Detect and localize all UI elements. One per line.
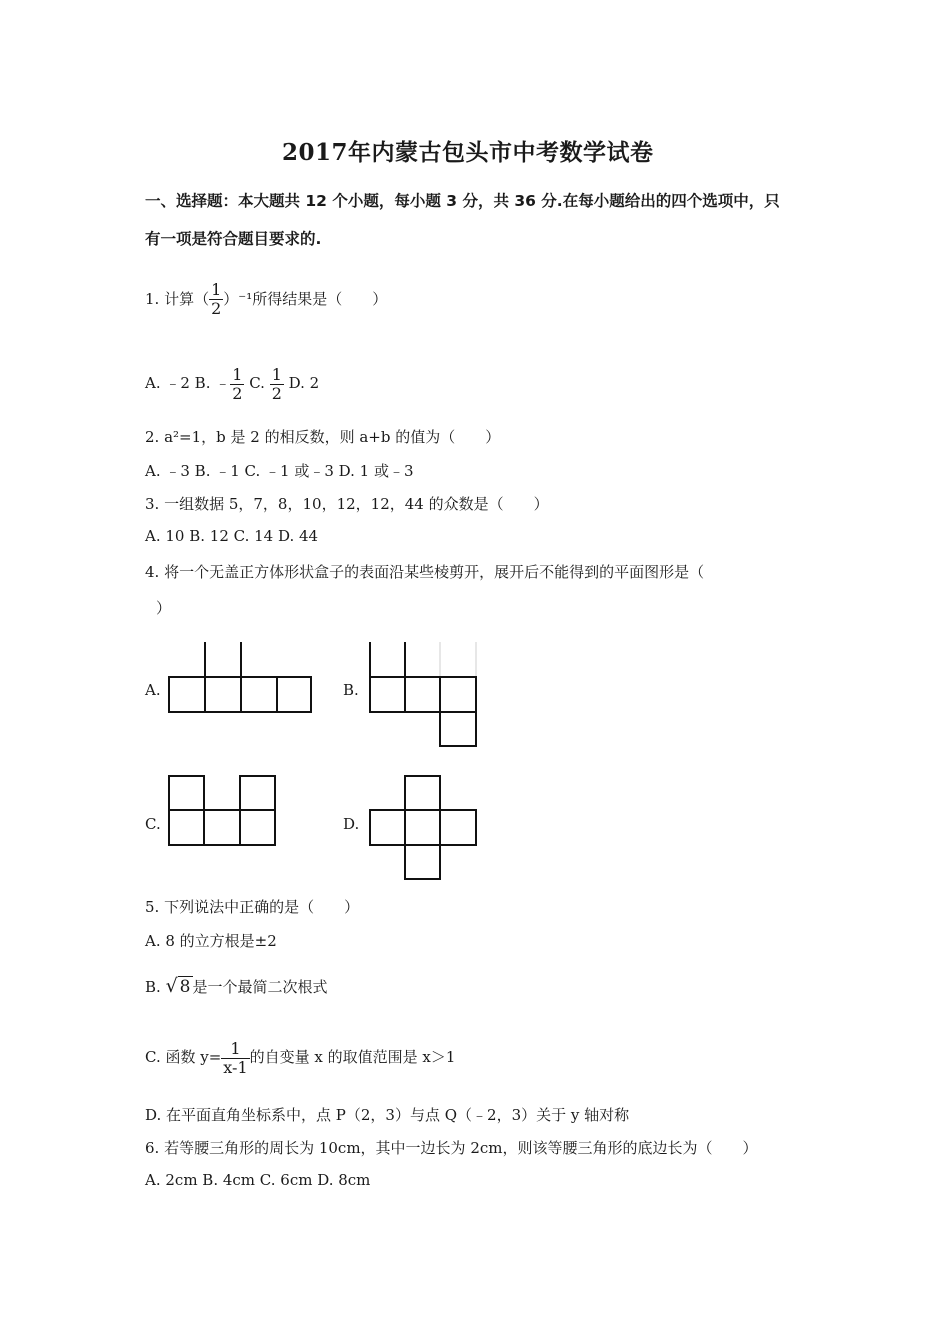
q1-fraction: [209, 281, 223, 317]
question-5-option-a: A. 8 的立方根是±2: [145, 932, 277, 950]
q4-label-c: C.: [145, 815, 161, 833]
question-6-stem: 6. 若等腰三角形的周长为 10cm，其中一边长为 2cm，则该等腰三角形的底边长为（ ）: [145, 1139, 758, 1157]
q1-frac-num: 1: [211, 280, 222, 299]
q5-option-b-radicand: 8: [179, 977, 191, 997]
q4-label-d: D.: [343, 815, 360, 833]
question-5-option-c: [145, 1040, 455, 1076]
question-1-options: [145, 366, 319, 402]
question-3-stem: 3. 一组数据 5，7，8，10，12，12，44 的众数是（ ）: [145, 495, 549, 513]
q5-option-c-num: 1: [221, 1040, 249, 1059]
page-title: 2017年内蒙古包头市中考数学试卷: [282, 139, 654, 166]
question-3-options: A. 10 B. 12 C. 14 D. 44: [145, 527, 319, 545]
q1-option-b-sign: ﹣: [215, 374, 231, 393]
q5-option-c-fraction: [221, 1040, 249, 1076]
q5-option-c-post: 的自变量 x 的取值范围是 x＞1: [249, 1048, 456, 1067]
q5-option-c-pre: C. 函数 y=: [145, 1048, 222, 1067]
section-heading-line1: 一、选择题：本大题共 12 个小题，每小题 3 分，共 36 分.在每小题给出的四个选项中，只: [145, 192, 780, 210]
q4-net-d-figure: [369, 775, 481, 881]
q1-frac-den: 2: [211, 298, 222, 318]
question-1-stem: [145, 280, 388, 318]
q1-option-a: A. ﹣2 B.: [145, 374, 216, 393]
question-2-options: A. ﹣3 B. ﹣1 C. ﹣1 或﹣3 D. 1 或﹣3: [145, 462, 414, 480]
q4-label-a: A.: [145, 681, 161, 699]
q4-net-a-figure: [168, 642, 313, 714]
q5-option-c-den: x-1: [223, 1057, 248, 1077]
q1-option-b-fraction: [230, 366, 244, 402]
question-5-option-d: D. 在平面直角坐标系中，点 P（2，3）与点 Q（﹣2，3）关于 y 轴对称: [145, 1106, 630, 1124]
q1-option-c-den: 2: [271, 383, 282, 403]
q1-option-c-num: 1: [271, 365, 282, 384]
question-5-stem: 5. 下列说法中正确的是（ ）: [145, 898, 360, 916]
q4-net-c-figure: [168, 775, 280, 847]
q5-option-b-pre: B.: [145, 978, 166, 996]
question-5-option-b: [145, 975, 328, 997]
q1-option-c-fraction: [270, 366, 284, 402]
q1-option-c: C.: [244, 374, 270, 393]
question-4-stem-line1: 4. 将一个无盖正方体形状盒子的表面沿某些棱剪开，展开后不能得到的平面图形是（: [145, 563, 705, 581]
q1-option-b-num: 1: [232, 365, 243, 384]
sqrt-icon: √: [165, 975, 178, 997]
question-4-stem-line2: ）: [156, 599, 172, 617]
q5-option-b-radical: [166, 975, 193, 997]
question-2-stem: 2. a²=1，b 是 2 的相反数，则 a+b 的值为（ ）: [145, 428, 501, 446]
section-heading-line2: 有一项是符合题目要求的.: [145, 230, 322, 248]
q1-option-d: D. 2: [283, 374, 320, 393]
q1-stem-post: ）⁻¹所得结果是（ ）: [223, 290, 388, 309]
q4-net-b-figure: [369, 642, 481, 748]
question-6-options: A. 2cm B. 4cm C. 6cm D. 8cm: [145, 1171, 371, 1189]
q5-option-b-post: 是一个最简二次根式: [192, 978, 328, 996]
q1-option-b-den: 2: [232, 383, 243, 403]
q4-label-b: B.: [343, 681, 359, 699]
q1-stem-pre: 1. 计算（: [145, 290, 210, 309]
